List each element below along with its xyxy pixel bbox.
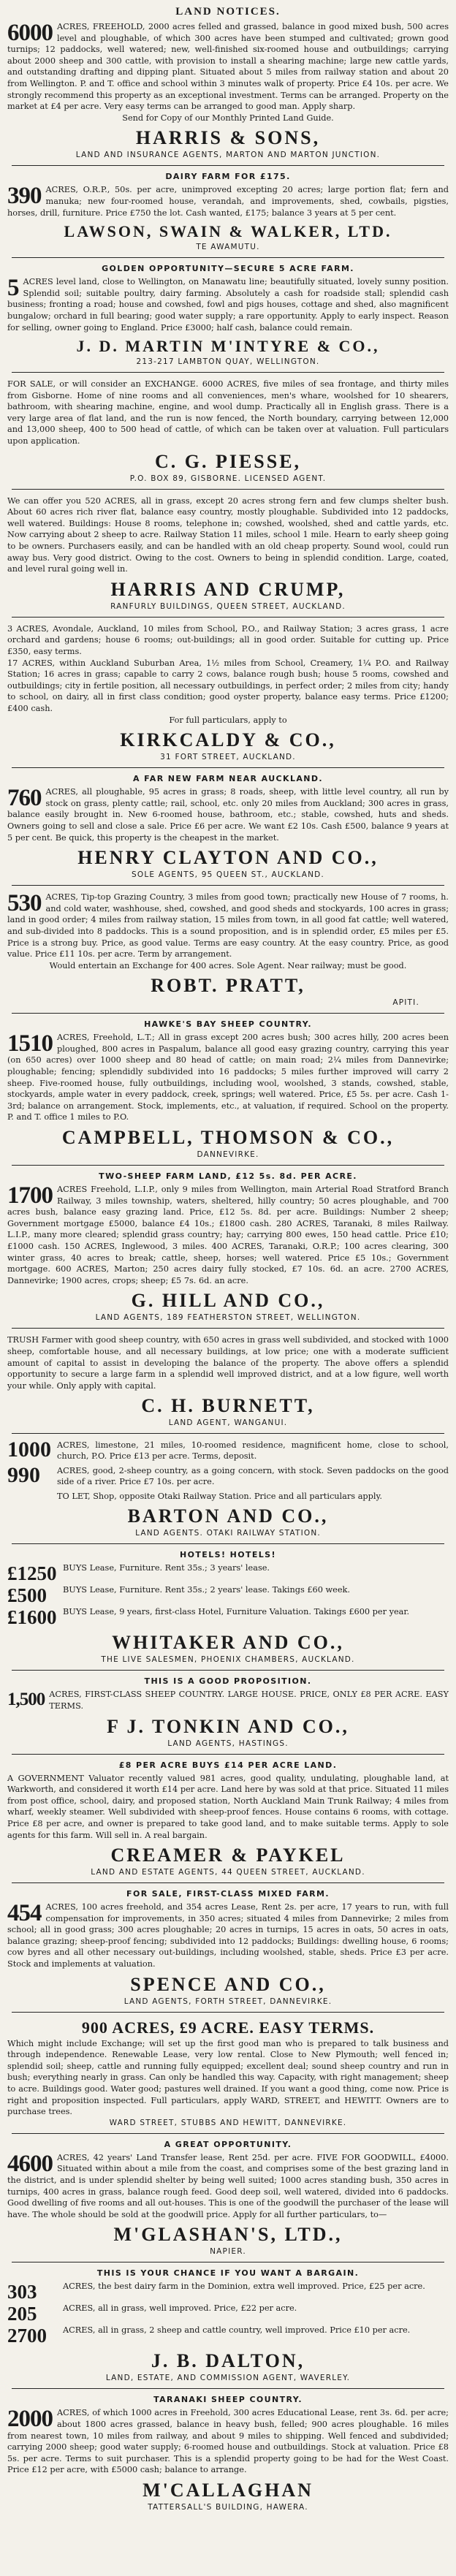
acreage-number: 990 bbox=[7, 1463, 40, 1488]
ad-barton-co bbox=[7, 1437, 449, 1538]
ad-heading: HAWKE'S BAY SHEEP COUNTRY. bbox=[144, 1019, 312, 1030]
ad-g-hill bbox=[7, 1171, 449, 1323]
ad-text: ACRES level land, close to Wellington, on Manawatu line; beautifully situated, lovely sunny position. Splendid soil; suitable poultry, dairy farming. Absolutely a cash for roadside stall; splendid cash business; fronting a road; house and cowshed, fowl and pigs houses, cottage and shed, also magnificent bungalow; orchard in full bearing; good water supply; a rare opportunity. Apply to early inspect. Reason for selling, owner going to England. Price £3000; half cash, balance could remain. bbox=[7, 277, 449, 333]
ad-text: ACRES, 42 years' Land Transfer lease, Rent 25d. per acre. FIVE FOR GOODWILL, £4000. Situated within about a mile from the coast, and comprises some of the best grazing land in the district, and is under splendid shelter by being well suited; 1000 acres standing bush, 350 acres in turnips, 400 acres in grass, balance rough feed. Good deep soil, well watered, divided into 6 paddocks. Good dwelling of five rooms and all out-houses. This is one of the goodwill the purchaser of the lease will have. The whole should be sold at the goodwill price. Apply for all further particulars, to— bbox=[7, 2152, 449, 2219]
ad-text: ACRES, FREEHOLD, 2000 acres felled and grassed, balance in good mixed bush, 500 acres level and ploughable, of which 300 acres have been stumped and cultivated; grown good turnips; 12 paddocks, well watered; new, well-finished six-roomed house and outbuildings; carrying about 2000 sheep and 300 cattle, with provision to install a shearing machine; large new cattle yards, and outstanding drafting and dipping plant. Situated about 5 miles from railway station and about 20 from Wellington. P. and T. office and school within 3 minutes walk of property. Price £4 10s. per acre. We strongly recommend this property as an exceptional investment. Terms can be arranged. Property on the market at £4 per acre. Very easy terms can be arranged to good man. Apply sharp. bbox=[7, 22, 449, 112]
ad-whitaker-co bbox=[7, 1550, 449, 1665]
ad-text-line: 3 ACRES, Avondale, Auckland, 10 miles from School, P.O., and Railway Station; 3 acres grass, 1 acre orchard and gardens; house 6 rooms; out-buildings; all in good order. Suitable for cutting up. Price £350, easy terms. bbox=[7, 623, 449, 656]
price-text: ACRES, all in grass, well improved. Price, £22 per acre. bbox=[63, 2303, 297, 2314]
divider bbox=[12, 489, 444, 490]
firm-name: J. D. MARTIN M'INTYRE & CO., bbox=[76, 337, 380, 356]
ad-heading: DAIRY FARM FOR £175. bbox=[165, 172, 291, 182]
offer-row bbox=[7, 1465, 449, 1487]
acreage-number: 760 bbox=[7, 785, 42, 812]
price-text: ACRES, all in grass, 2 sheep and cattle country, well improved. Price £10 per acre. bbox=[63, 2325, 411, 2336]
divider bbox=[12, 257, 444, 258]
ad-spence-co bbox=[7, 1889, 449, 2007]
price-figure: £1250 bbox=[7, 1562, 57, 1585]
firm-name: M'CALLAGHAN bbox=[142, 2479, 314, 2501]
ad-text: ACRES, O.R.P., 50s. per acre, unimproved excepting 20 acres; large portion flat; fern and manuka; new four-roomed house, verandah, and improvements, shed, cowbails, pigsties, horses, drill, furniture. Price £750 the lot. Cash wanted, £175; balance 3 years at 5 per cent. bbox=[7, 185, 449, 218]
ad-heading: A FAR NEW FARM NEAR AUCKLAND. bbox=[133, 774, 323, 784]
ad-text: A GOVERNMENT Valuator recently valued 981 acres, good quality, undulating, ploughable land, at Warkworth, and considered it worth £14 per acre. Land here by was sold at that price. Situated 11 miles from post office, school, dairy, and proposed station, North Auckland Main Trunk Railway; 4 miles from wharf, weekly steamer. Well subdivided with sheep-proof fences. House contains 6 rooms, with cottage. Price £8 per acre, and owner is prepared to take good land, and to make suitable terms. Apply to sole agents for this farm. Will sell in. A real bargain. bbox=[7, 1773, 449, 1840]
ad-heading: TWO-SHEEP FARM LAND, £12 5s. 8d. PER ACRE. bbox=[99, 1171, 357, 1182]
firm-address: SOLE AGENTS, 95 QUEEN ST., AUCKLAND. bbox=[132, 870, 324, 880]
acreage-number: 303 bbox=[7, 2281, 37, 2303]
firm-address: LAND AGENTS, 189 FEATHERSTON STREET, WELLINGTON. bbox=[95, 1313, 361, 1323]
firm-name: BARTON AND CO., bbox=[127, 1505, 329, 1527]
ad-mglashans bbox=[7, 2140, 449, 2257]
acreage-number: 1700 bbox=[7, 1182, 53, 1209]
divider bbox=[12, 1433, 444, 1434]
price-figure: £500 bbox=[7, 1584, 47, 1607]
firm-address: LAND AND ESTATE AGENTS, 44 QUEEN STREET, AUCKLAND. bbox=[91, 1868, 365, 1877]
price-row bbox=[7, 2325, 449, 2347]
ad-c-g-piesse bbox=[7, 379, 449, 484]
ad-creamer-paykel bbox=[7, 1760, 449, 1878]
firm-address: APITI. bbox=[392, 998, 419, 1008]
ad-heading: THIS IS A GOOD PROPOSITION. bbox=[144, 1676, 312, 1687]
ad-text: Which might include Exchange; will set up the first good man who is prepared to talk business and through independence. Renewable Lease, very low rental. Close to New Plymouth; well fenced in; splendid soil; sheep, cattle and running fully equipped; excellent deal; sound sheep country and run in bush; everything nearly in grass. Can only be handled this way. Capacity, with right management; sheep to acre. Buildings good. Water good; pastures well drained. If you want a good thing, come now. Price is right and proposition inspected. Full particulars, apply WARD, STREET, and HEWITT. Owners are to purchase trees. bbox=[7, 2038, 449, 2117]
firm-address: LAND AGENTS, HASTINGS. bbox=[167, 1739, 289, 1748]
firm-address: LAND AGENTS, FORTH STREET, DANNEVIRKE. bbox=[123, 1996, 332, 2006]
price-row bbox=[7, 1606, 449, 1628]
ad-heading: GOLDEN OPPORTUNITY—SECURE 5 ACRE FARM. bbox=[102, 264, 354, 274]
firm-name: CREAMER & PAYKEL bbox=[110, 1844, 346, 1866]
ad-text: ACRES, 100 acres freehold, and 354 acres Lease, Rent 2s. per acre, 17 years to run, with full compensation for improvements, in 350 acres; situated 4 miles from Dannevirke; 2 miles from school; all in good grass; 300 acres ploughable; 20 acres in turnips, 15 acres in oats, 50 acres in oats, balance grazing; sheep-proof fencing; subdivided into 12 paddocks; Buildings: dwelling house, 6 rooms; cow byres and all other necessary out-buildings, including woolshed, stable, sheds. Price £3 per acre. Stock and implements at valuation. bbox=[7, 1902, 449, 1969]
acreage-number: 205 bbox=[7, 2303, 37, 2325]
ad-harris-crump bbox=[7, 495, 449, 612]
ad-c-h-burnett bbox=[7, 1334, 449, 1428]
price-text: ACRES, the best dairy farm in the Dominion, extra well improved. Price, £25 per acre. bbox=[63, 2281, 425, 2292]
acreage-number: 5 bbox=[7, 275, 19, 302]
firm-name: HARRIS & SONS, bbox=[135, 127, 321, 149]
ad-extra: Would entertain an Exchange for 400 acres. Sole Agent. Near railway; must be good. bbox=[49, 960, 407, 970]
acreage-number: 2700 bbox=[7, 2325, 47, 2347]
divider bbox=[12, 2012, 444, 2013]
divider bbox=[12, 1754, 444, 1755]
ad-robt-pratt bbox=[7, 892, 449, 1008]
divider bbox=[12, 1670, 444, 1671]
acreage-number: 4600 bbox=[7, 2150, 53, 2177]
ad-text: ACRES, FIRST-CLASS SHEEP COUNTRY. LARGE HOUSE. PRICE, ONLY £8 PER ACRE. EASY TERMS. bbox=[49, 1690, 449, 1711]
divider bbox=[12, 2388, 444, 2389]
price-figure: £1600 bbox=[7, 1606, 57, 1629]
divider bbox=[12, 1882, 444, 1883]
ad-text: ACRES, Tip-top Grazing Country, 3 miles from good town; practically new House of 7 rooms, h. and cold water, washhouse, shed, cowshed, and good sheds and stockyards, 100 acres in grass; land in good order; 4 miles from railway station, 15 miles from town, in all good fat cattle; well watered, and sub-divided into 8 paddocks. This is a sound proposition, and is in splendid order, £5 miles per £5. Price is a strong buy. Price, as good value. Terms are easy country. At the easy country. Price, as good value. Price £11 10s. per acre. Term by arrangement. bbox=[7, 892, 449, 960]
ad-martin-mcintyre bbox=[7, 264, 449, 367]
firm-name: HENRY CLAYTON AND CO., bbox=[77, 847, 379, 869]
firm-address: THE LIVE SALESMEN, PHOENIX CHAMBERS, AUCKLAND. bbox=[101, 1655, 355, 1665]
firm-address: NAPIER. bbox=[210, 2247, 246, 2257]
ad-heading: A GREAT OPPORTUNITY. bbox=[164, 2139, 292, 2149]
price-row bbox=[7, 1584, 449, 1606]
firm-name: C. H. BURNETT, bbox=[141, 1395, 315, 1417]
ad-text: TRUSH Farmer with good sheep country, with 650 acres in grass well subdivided, and stocked with 1000 sheep, comfortable house, and all necessary buildings, at low price; one with a moderate sufficient amount of capital to assist in developing the balance of the property. The above offers a splendid opportunity to secure a large farm in a splendid well improved district, and at a low figure, well worth your while. Only apply with capital. bbox=[7, 1335, 449, 1391]
price-row bbox=[7, 1562, 449, 1584]
divider bbox=[12, 617, 444, 618]
ad-extra: For full particulars, apply to bbox=[169, 715, 287, 725]
offer-text: ACRES, good, 2-sheep country, as a going concern, with stock. Seven paddocks on the good side of a river. Price £7 10s. per acre. bbox=[57, 1466, 449, 1487]
price-text: BUYS Lease, 9 years, first-class Hotel, Furniture Valuation. Takings £600 per year. bbox=[63, 1607, 410, 1617]
firm-address: DANNEVIRKE. bbox=[197, 1150, 259, 1160]
divider bbox=[12, 1328, 444, 1329]
firm-address: TE AWAMUTU. bbox=[196, 243, 260, 252]
price-text: BUYS Lease, Furniture. Rent 35s.; 3 years' lease. bbox=[63, 1563, 270, 1573]
section-header: LAND NOTICES. bbox=[175, 6, 281, 18]
ad-kirkcaldy bbox=[7, 623, 449, 762]
ad-text: We can offer you 520 ACRES, all in grass, except 20 acres strong fern and few clumps shelter bush. About 60 acres rich river flat, balance easy country, mostly ploughable. Subdivided into 12 paddocks, well watered. Buildings: House 8 rooms, telephone in; cowshed, woolshed, shed and cattle yards, etc. Now carrying about 2 sheep to acre. Railway Station 11 miles, school 1 mile. Hearn to early sheep going to be owners. Purchasers easily, and can be handled with an old cheap property. Sound wool, could run away bus. Very good district. Owing to the cost. Owners to being in splendid condition. Large, coated, and level rural going well in. bbox=[7, 495, 449, 574]
firm-address: TATTERSALL'S BUILDING, HAWERA. bbox=[148, 2502, 308, 2512]
acreage-number: 1,500 bbox=[7, 1690, 45, 1710]
firm-name: C. G. PIESSE, bbox=[154, 450, 302, 472]
ad-henry-clayton bbox=[7, 774, 449, 880]
firm-name: SPENCE AND CO., bbox=[130, 1973, 326, 1995]
ad-lawson-swain-walker bbox=[7, 172, 449, 252]
firm-name: J. B. DALTON, bbox=[151, 2350, 305, 2372]
ad-text: ACRES, of which 1000 acres in Freehold, 300 acres Educational Lease, rent 3s. 6d. per acre; about 1800 acres grassed, balance in heavy bush, felled; 900 acres ploughable. 16 miles from nearest town, 10 miles from railway, and about 9 miles to shipping. Well fenced and subdivided; carrying 2000 sheep; good water supply; 6-roomed house and outbuildings. Stock at valuation. Price £8 5s. per acre. Terms to suit purchaser. This is a splendid property going to be had for the West Coast. Price £12 per acre, with £5000 cash; balance to arrange. bbox=[7, 2408, 449, 2475]
price-row bbox=[7, 2281, 449, 2303]
ad-tonkin-co bbox=[7, 1676, 449, 1748]
acreage-number: 390 bbox=[7, 183, 42, 210]
firm-name: ROBT. PRATT, bbox=[151, 975, 305, 997]
ad-m-callaghan bbox=[7, 2395, 449, 2512]
firm-address: WARD STREET, STUBBS AND HEWITT, DANNEVIRKE. bbox=[109, 2118, 347, 2127]
firm-name: F J. TONKIN AND CO., bbox=[107, 1715, 349, 1737]
firm-name: HARRIS AND CRUMP, bbox=[110, 578, 346, 600]
acreage-number: 1000 bbox=[7, 1437, 51, 1462]
ad-heading-large: 900 ACRES, £9 ACRE. EASY TERMS. bbox=[81, 2018, 375, 2037]
firm-address: P.O. BOX 89, GISBORNE. LICENSED AGENT. bbox=[129, 474, 327, 483]
firm-address: 31 FORT STREET, AUCKLAND. bbox=[160, 753, 296, 762]
firm-name: M'GLASHAN'S, LTD., bbox=[113, 2224, 343, 2246]
firm-name: G. HILL AND CO., bbox=[131, 1290, 325, 1312]
divider bbox=[12, 165, 444, 166]
acreage-number: 530 bbox=[7, 890, 42, 917]
divider bbox=[12, 372, 444, 373]
ad-ward-street bbox=[7, 2018, 449, 2128]
ad-heading: TARANAKI SHEEP COUNTRY. bbox=[153, 2395, 303, 2405]
divider bbox=[12, 1543, 444, 1544]
ad-text: ACRES, all ploughable, 95 acres in grass; 8 roads, sheep, with little level country, all run by stock on grass, plenty cattle; rail, school, etc. only 20 miles from Auckland; 300 acres in grass, balance easily brought in. New 6-roomed house, bathroom, etc.; stable, cowshed, huts and sheds. Owners going to sell and close a sale. Price £6 per acre. We want £2 10s. Cash £500, balance 9 years at 5 per cent. Be quick, this property is the cheapest in the market. bbox=[7, 787, 449, 843]
firm-address: RANFURLY BUILDINGS, QUEEN STREET, AUCKLAND. bbox=[110, 601, 346, 611]
divider bbox=[12, 1013, 444, 1014]
ad-heading: FOR SALE, FIRST-CLASS MIXED FARM. bbox=[126, 1889, 330, 1899]
ad-campbell-thomson bbox=[7, 1019, 449, 1160]
acreage-number: 6000 bbox=[7, 20, 53, 46]
firm-address: LAND AGENTS. OTAKI RAILWAY STATION. bbox=[135, 1529, 321, 1538]
firm-name: LAWSON, SWAIN & WALKER, LTD. bbox=[64, 222, 392, 241]
firm-address: LAND AND INSURANCE AGENTS, MARTON AND MARTON JUNCTION. bbox=[75, 151, 381, 160]
offer-text: ACRES, limestone, 21 miles, 10-roomed residence, magnificent home, close to school, church, P.O. Price £13 per acre. Terms, deposit. bbox=[57, 1440, 449, 1462]
acreage-number: 2000 bbox=[7, 2406, 53, 2433]
divider bbox=[12, 2133, 444, 2134]
divider bbox=[12, 885, 444, 886]
firm-address: LAND, ESTATE, AND COMMISSION AGENT, WAVERLEY. bbox=[105, 2374, 351, 2383]
ad-text: ACRES Freehold, L.I.P., only 9 miles from Wellington, main Arterial Road Stratford Branch Railway, 3 miles township, waters, sheltered, hilly country; 50 acres ploughable, and 700 acres bush, balance easy grazing land. Price, £12 5s. 8d. per acre. Buildings: Number 2 sheep; Government mortgage £5000, balance £4 10s.; £1800 cash. 280 ACRES, Taranaki, 8 miles Railway. L.I.P., many more cleared; splendid grass country; hay; carrying 800 ewes, 150 head cattle. Price £10; £1000 cash. 150 ACRES, Inglewood, 3 miles. 400 ACRES, Taranaki, O.R.P.; 100 acres clearing, 300 winter grass, 40 acres to break; cattle, sheep, horses; well watered. Price £5 10s.; Government mortgage. 600 ACRES, Marton; 250 acres dairy fully stocked, £7 10s. 6d. an acre. 2700 ACRES, Dannevirke; 1900 acres, crops; sheep; £5 7s. 6d. an acre. bbox=[7, 1185, 449, 1285]
firm-name: CAMPBELL, THOMSON & CO., bbox=[61, 1127, 395, 1149]
offer-row bbox=[7, 1491, 449, 1502]
firm-name: WHITAKER AND CO., bbox=[112, 1632, 344, 1654]
ad-text: ACRES, Freehold, L.T.; All in grass except 200 acres bush; 300 acres hilly, 200 acres been ploughed, 800 acres in Paspalum, balance all good easy grazing country, carrying this year (on 650 acres) over 1000 sheep and 80 head of cattle; on main road; 2¼ miles from Dannevirke; ploughable; fencing; splendidly subdivided into 16 paddocks; 5 miles further improved will carry 2 sheep. Five-roomed house, fully outbuildings, including wool, woolshed, 3 stands, cowshed, stable, stockyards, ample water in every paddock, creek, springs; well watered. Price, £5 5s. per acre. Cash 1-3rd; balance on arrangement. Stock, implements, etc., at valuation, if required. School on the property. P. and T. office 1 miles to P.O. bbox=[7, 1033, 449, 1122]
ad-heading: HOTELS! HOTELS! bbox=[180, 1550, 276, 1560]
ad-text-line: 17 ACRES, within Auckland Suburban Area, 1½ miles from School, Creamery, 1¼ P.O. and Railway Station; 16 acres in grass; capable to carry 2 cows, balance rough bush; house 5 rooms, cowshed and outbuildings; city in fertile position, all necessary outbuildings, in perfect order; 2 miles from city; handy to school, on dairy, all in first class condition; good oyster property, balance easy terms. Price £1200; £400 cash. bbox=[7, 658, 449, 713]
ad-heading: £8 PER ACRE BUYS £14 PER ACRE LAND. bbox=[118, 1760, 338, 1770]
offer-text: TO LET, Shop, opposite Otaki Railway Station. Price and all particulars apply. bbox=[57, 1492, 382, 1502]
ad-harris-sons bbox=[7, 21, 449, 160]
firm-address: 213-217 LAMBTON QUAY, WELLINGTON. bbox=[136, 357, 320, 367]
acreage-number bbox=[7, 1491, 57, 1502]
price-row bbox=[7, 2303, 449, 2325]
firm-address: LAND AGENT, WANGANUI. bbox=[168, 1418, 288, 1428]
divider bbox=[12, 767, 444, 768]
price-text: BUYS Lease, Furniture. Rent 35s.; 2 years' lease. Takings £60 week. bbox=[63, 1585, 350, 1595]
ad-heading: THIS IS YOUR CHANCE IF YOU WANT A BARGAIN. bbox=[96, 2268, 360, 2279]
ad-extra: Send for Copy of our Monthly Printed Land Guide. bbox=[122, 113, 334, 123]
firm-name: KIRKCALDY & CO., bbox=[120, 729, 336, 751]
ad-j-b-dalton bbox=[7, 2268, 449, 2383]
ad-text: FOR SALE, or will consider an EXCHANGE. 6000 ACRES, five miles of sea frontage, and thirty miles from Gisborne. Home of nine rooms and all conveniences, men's whare, woolshed for 10 shearers, bathroom, with shearing machine, engine, and wool dump. Practically all in English grass. There is a very large area of flat land, and the run is now fenced, the North boundary, carrying between 12,000 and 13,000 sheep, 400 to 500 head of cattle, of which can be taken over at valuation. Full particulars upon application. bbox=[7, 379, 449, 447]
divider bbox=[12, 1165, 444, 1166]
acreage-number: 454 bbox=[7, 1900, 42, 1927]
offer-row bbox=[7, 1437, 449, 1462]
acreage-number: 1510 bbox=[7, 1030, 53, 1057]
